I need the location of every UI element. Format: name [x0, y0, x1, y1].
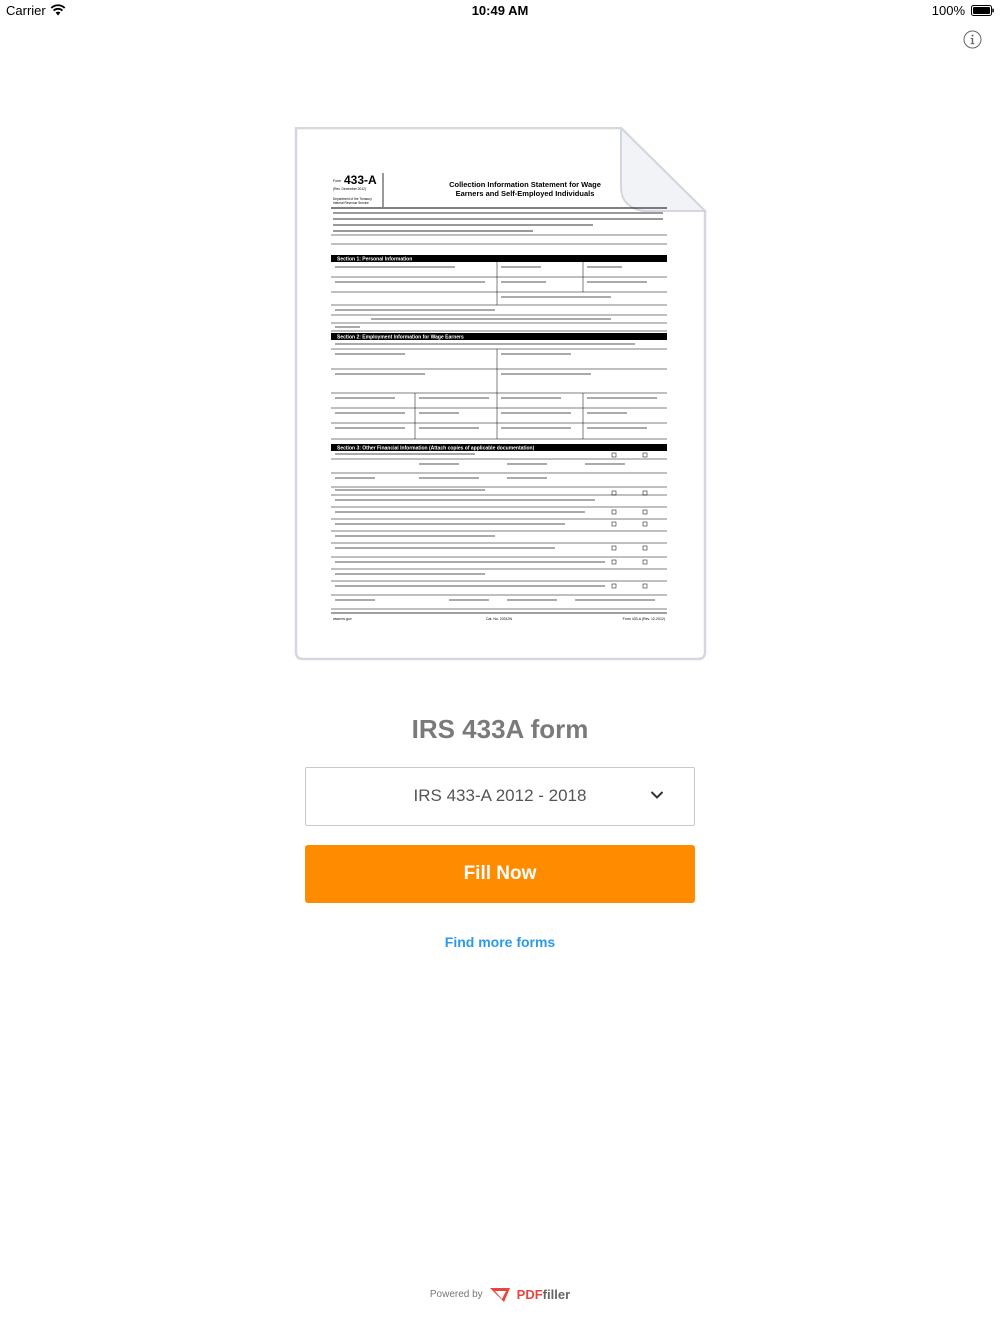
form-preview: [293, 127, 707, 661]
form-prefix: Form: [333, 179, 342, 183]
battery-percentage: 100%: [931, 3, 965, 18]
powered-by-footer: [0, 1284, 1000, 1304]
form-number: 433-A: [344, 173, 377, 187]
dropdown-selected-value: IRS 433-A 2012 - 2018: [413, 786, 587, 805]
form-title-line2: Earners and Self-Employed Individuals: [455, 189, 595, 198]
carrier-label: Carrier: [6, 3, 46, 18]
form-version-dropdown[interactable]: [305, 767, 695, 826]
form-service: Internal Revenue Service: [333, 201, 369, 205]
status-bar: [0, 0, 1000, 22]
brand-pdf: PDF: [516, 1287, 543, 1302]
find-more-forms-link[interactable]: Find more forms: [444, 934, 556, 950]
brand-filler: filler: [542, 1287, 571, 1302]
form-section2-heading: Section 2: Employment Information for Wage Earners: [337, 334, 464, 341]
form-section3-heading: Section 3: Other Financial Information (Attach copies of applicable documentation): [337, 445, 535, 452]
form-title-line1: Collection Information Statement for Wage: [449, 180, 601, 189]
pdffiller-logo-icon: [489, 1287, 511, 1303]
info-icon[interactable]: [963, 30, 982, 49]
clock-time: 10:49 AM: [471, 3, 529, 18]
battery-icon: [971, 5, 994, 16]
fill-now-button[interactable]: Fill Now: [305, 845, 695, 903]
form-name-title: IRS 433A form: [411, 714, 589, 744]
form-footer-mid: Cat. No. 20312N: [485, 617, 513, 621]
form-section1-heading: Section 1: Personal Information: [337, 256, 413, 263]
chevron-down-icon: [650, 790, 664, 800]
form-department: Department of the Treasury: [333, 197, 372, 201]
form-footer-left: www.irs.gov: [333, 617, 352, 621]
powered-by-label: Powered by: [429, 1289, 483, 1300]
form-page-image: [331, 173, 667, 655]
pdffiller-brand: [517, 1287, 570, 1302]
form-rev-date: (Rev. December 2012): [333, 187, 367, 191]
form-footer-right: Form 433-A (Rev. 12-2012): [622, 617, 665, 621]
